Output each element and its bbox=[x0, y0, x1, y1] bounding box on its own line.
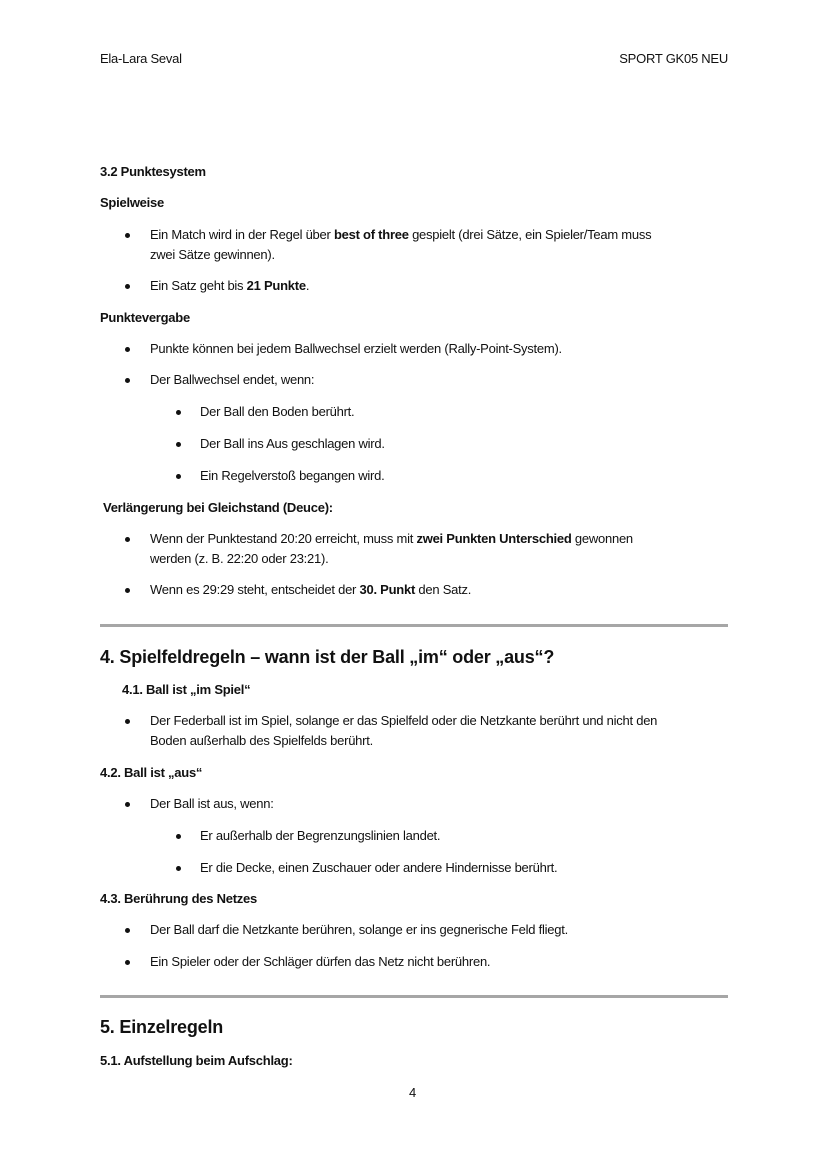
bullet-icon bbox=[125, 347, 130, 352]
text: . bbox=[305, 278, 310, 293]
bullet-icon bbox=[125, 588, 130, 593]
bullet-icon bbox=[125, 719, 130, 724]
bullet-icon bbox=[125, 928, 130, 933]
text: Ein Match wird in der Regel über bbox=[150, 227, 334, 242]
text: den Satz. bbox=[415, 582, 472, 597]
sub-bullet-text: Ein Regelverstoß begangen wird. bbox=[200, 468, 385, 483]
sub-bullet-text: Der Ball den Boden berührt. bbox=[200, 404, 355, 419]
bullet-text bbox=[150, 226, 651, 244]
section-heading: 5. Einzelregeln bbox=[100, 1017, 224, 1037]
subheading: 5.1. Aufstellung beim Aufschlag: bbox=[100, 1053, 293, 1068]
bold-text: 21 Punkte bbox=[246, 278, 306, 293]
bullet-icon bbox=[176, 442, 181, 447]
bullet-icon bbox=[125, 284, 130, 289]
divider bbox=[100, 995, 728, 998]
section-heading: 4. Spielfeldregeln – wann ist der Ball „im“ oder „aus“? bbox=[100, 647, 555, 667]
sub-bullet-text: Er außerhalb der Begrenzungslinien landet. bbox=[200, 828, 441, 843]
bullet-text: Der Ballwechsel endet, wenn: bbox=[150, 372, 315, 387]
bullet-text: Ein Spieler oder der Schläger dürfen das Netz nicht berühren. bbox=[150, 954, 491, 969]
section-heading: 3.2 Punktesystem bbox=[100, 164, 206, 179]
subheading: 4.1. Ball ist „im Spiel“ bbox=[122, 682, 251, 697]
bullet-icon bbox=[125, 233, 130, 238]
bullet-text bbox=[150, 581, 471, 599]
text: Wenn der Punktestand 20:20 erreicht, muss mit bbox=[150, 531, 417, 546]
bold-text: best of three bbox=[333, 227, 409, 242]
sub-bullet-text: Er die Decke, einen Zuschauer oder andere Hindernisse berührt. bbox=[200, 860, 558, 875]
bullet-text-cont: werden (z. B. 22:20 oder 23:21). bbox=[150, 551, 329, 566]
header-author: Ela-Lara Seval bbox=[100, 51, 182, 66]
bullet-text-cont: zwei Sätze gewinnen). bbox=[150, 247, 275, 262]
divider bbox=[100, 624, 728, 627]
subheading: Spielweise bbox=[100, 195, 164, 210]
bullet-icon bbox=[125, 537, 130, 542]
bullet-icon bbox=[176, 410, 181, 415]
subheading: 4.3. Berührung des Netzes bbox=[100, 891, 258, 906]
bullet-text: Der Ball darf die Netzkante berühren, solange er ins gegnerische Feld fliegt. bbox=[150, 922, 568, 937]
header-course: SPORT GK05 NEU bbox=[619, 51, 728, 66]
bullet-icon bbox=[176, 866, 181, 871]
text: gespielt (drei Sätze, ein Spieler/Team muss bbox=[408, 227, 652, 242]
bullet-icon bbox=[125, 378, 130, 383]
bullet-icon bbox=[125, 802, 130, 807]
bullet-text: Der Federball ist im Spiel, solange er das Spielfeld oder die Netzkante berührt und nicht den bbox=[150, 713, 658, 728]
bullet-icon bbox=[125, 960, 130, 965]
bullet-icon bbox=[176, 834, 181, 839]
bullet-icon bbox=[176, 474, 181, 479]
text: gewonnen bbox=[571, 531, 633, 546]
bullet-text bbox=[150, 530, 633, 548]
bold-text: zwei Punkten Unterschied bbox=[416, 531, 572, 546]
subheading: Verlängerung bei Gleichstand (Deuce): bbox=[103, 500, 333, 515]
bullet-text-cont: Boden außerhalb des Spielfelds berührt. bbox=[150, 733, 373, 748]
bullet-text: Der Ball ist aus, wenn: bbox=[150, 796, 274, 811]
bullet-text bbox=[150, 277, 309, 295]
subheading: Punktevergabe bbox=[100, 310, 190, 325]
text: Wenn es 29:29 steht, entscheidet der bbox=[150, 582, 360, 597]
page-number: 4 bbox=[409, 1085, 416, 1100]
sub-bullet-text: Der Ball ins Aus geschlagen wird. bbox=[200, 436, 385, 451]
subheading: 4.2. Ball ist „aus“ bbox=[100, 765, 203, 780]
bullet-text: Punkte können bei jedem Ballwechsel erzielt werden (Rally-Point-System). bbox=[150, 341, 562, 356]
bold-text: 30. Punkt bbox=[359, 582, 416, 597]
text: Ein Satz geht bis bbox=[150, 278, 247, 293]
